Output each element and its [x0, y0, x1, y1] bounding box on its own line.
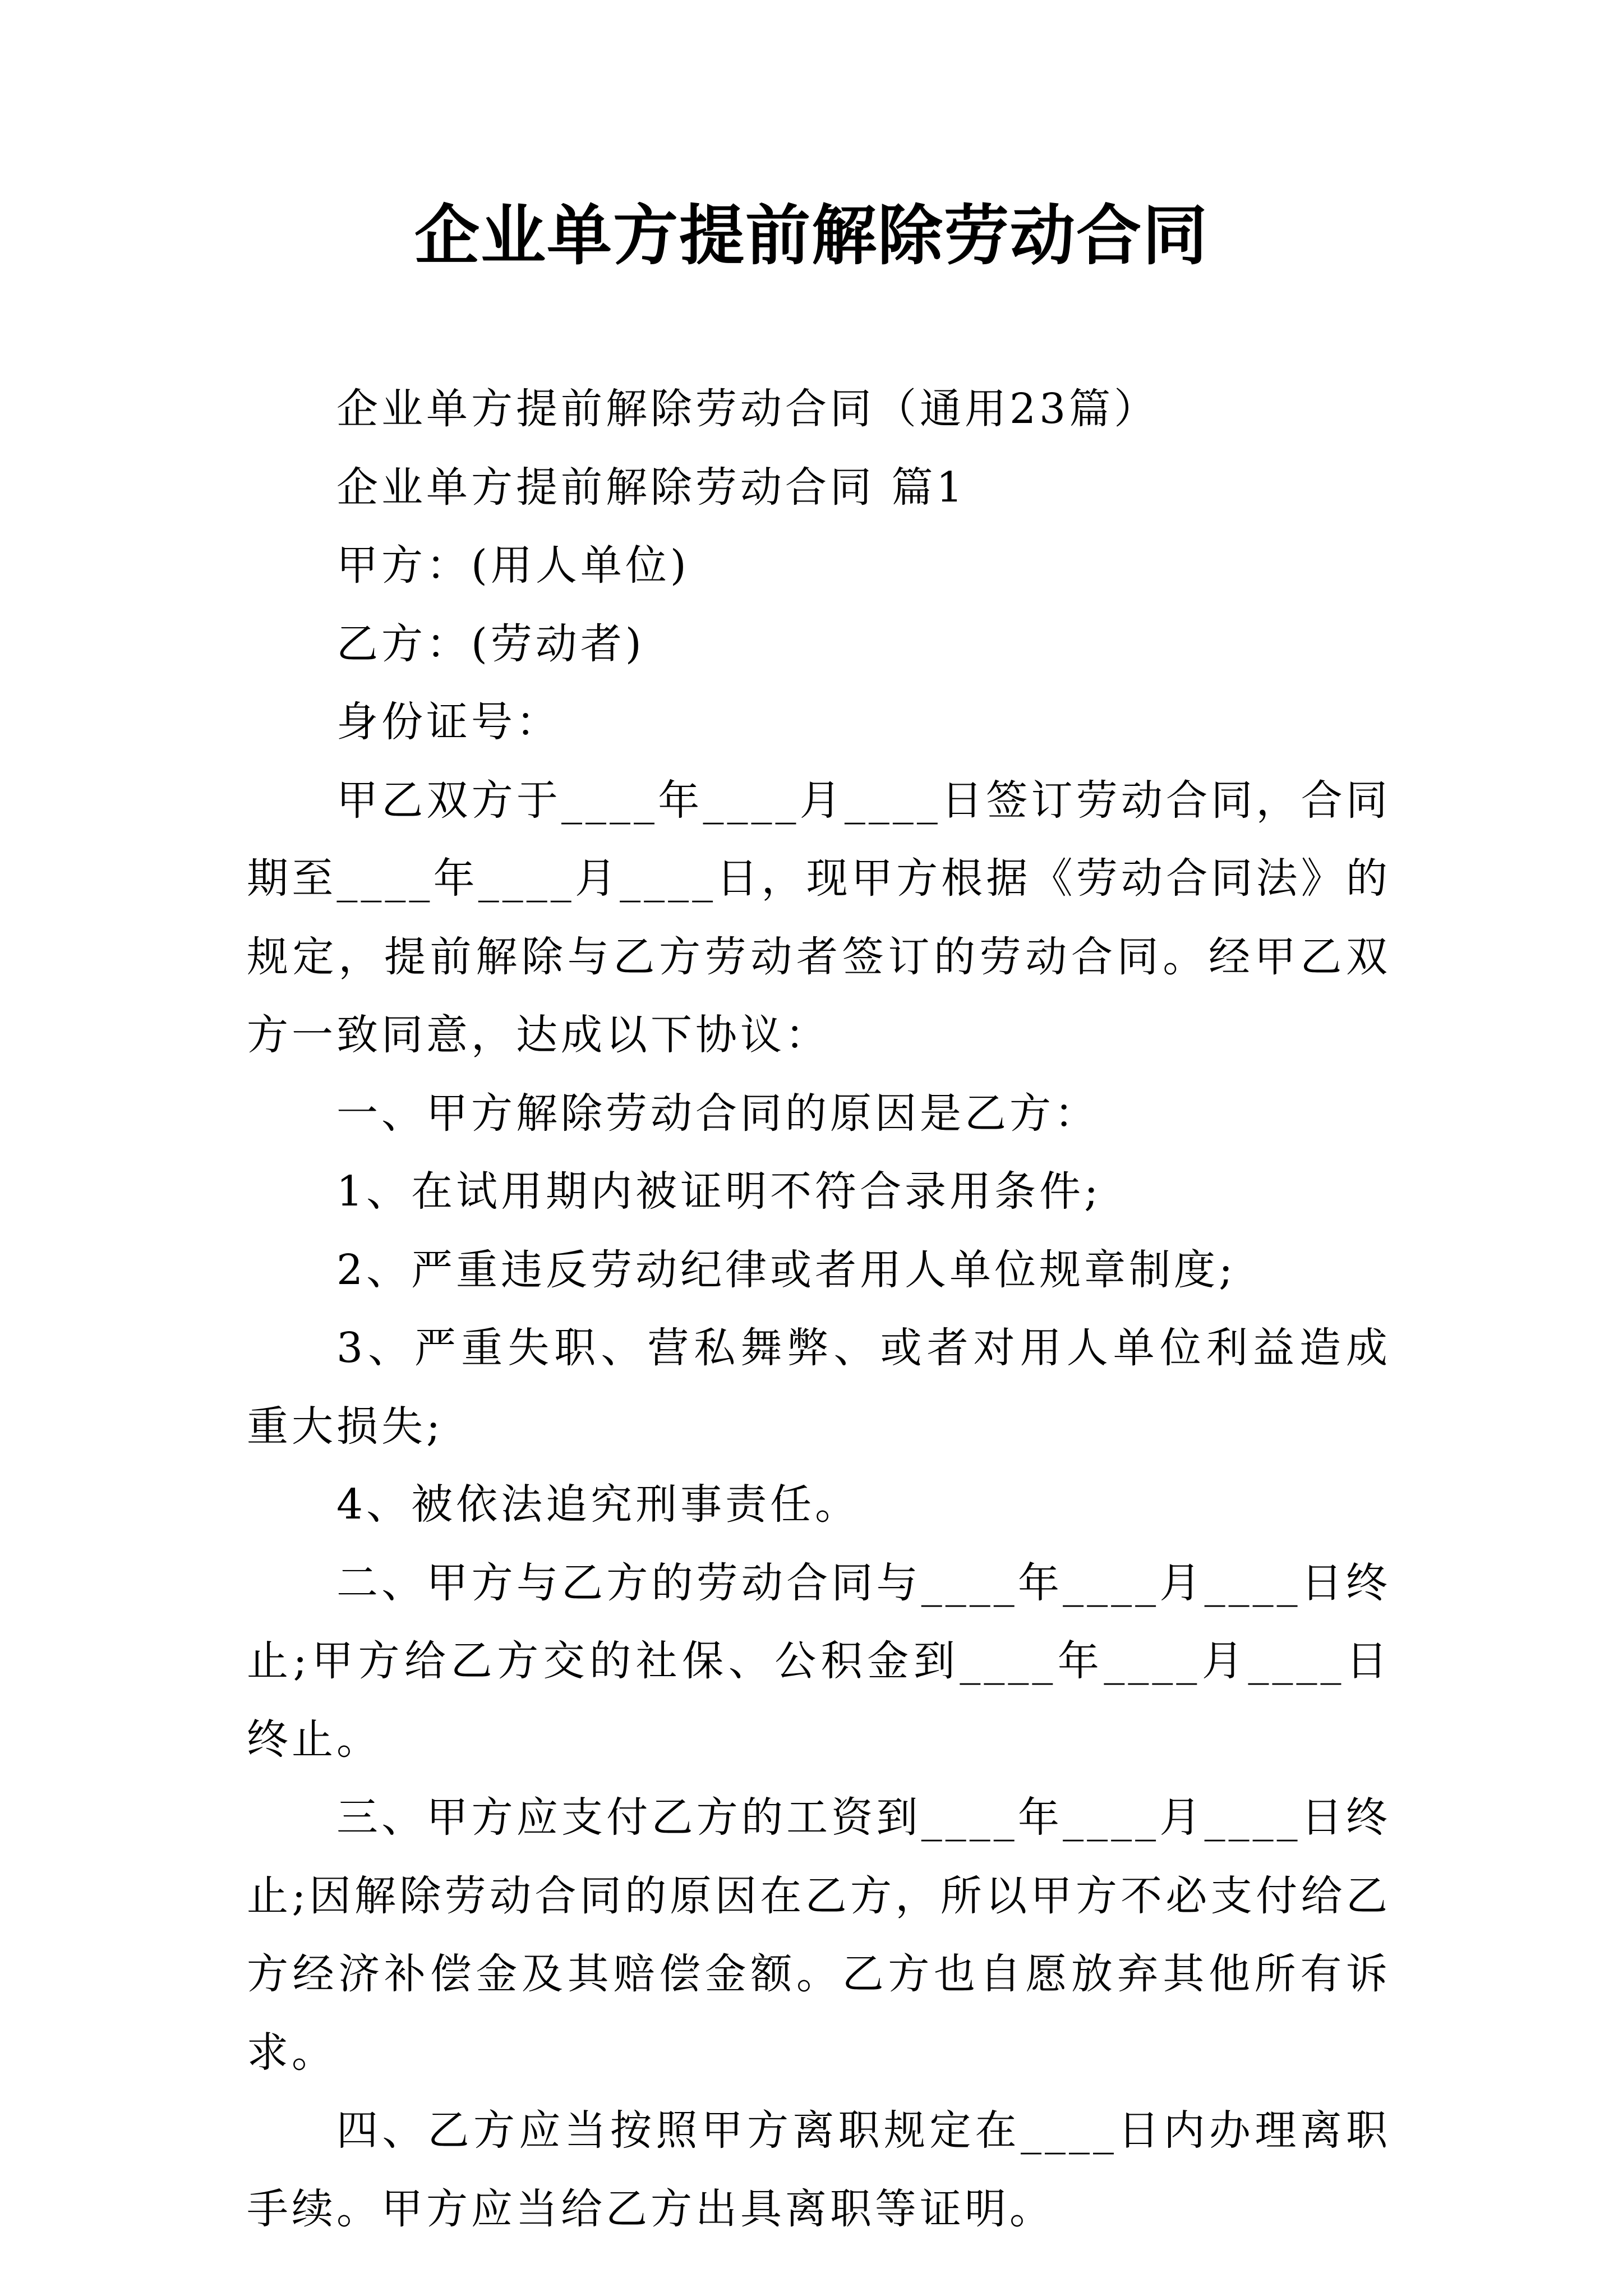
paragraph-reason-2: 2、严重违反劳动纪律或者用人单位规章制度;	[336, 1245, 1237, 1294]
paragraph-party-b: 乙方：(劳动者)	[336, 619, 645, 668]
paragraph-reason-4: 4、被依法追究刑事责任。	[336, 1480, 860, 1529]
paragraph-reason-1: 1、在试用期内被证明不符合录用条件;	[336, 1167, 1102, 1216]
document-title: 企业单方提前解除劳动合同	[414, 197, 1209, 274]
paragraph-clause-1: 一、甲方解除劳动合同的原因是乙方：	[336, 1089, 1099, 1138]
paragraph-party-a: 甲方：(用人单位)	[336, 541, 690, 590]
paragraph-collection-title: 企业单方提前解除劳动合同（通用23篇）	[336, 385, 1159, 433]
paragraph-id-number: 身份证号：	[336, 698, 561, 746]
document-body	[247, 370, 1391, 2248]
paragraph-reason-3: 3、严重失职、营私舞弊、或者对用人单位利益造成重大损失;	[247, 1324, 1391, 1451]
paragraph-clause-4: 四、乙方应当按照甲方离职规定在____日内办理离职手续。甲方应当给乙方出具离职等证明。	[247, 2106, 1391, 2233]
paragraph-agreement-intro: 甲乙双方于____年____月____日签订劳动合同，合同期至____年____月____日，现甲方根据《劳动合同法》的规定，提前解除与乙方劳动者签订的劳动合同。经甲乙双方一致同意，达成以下协议：	[247, 776, 1391, 1059]
paragraph-clause-3: 三、甲方应支付乙方的工资到____年____月____日终止;因解除劳动合同的原因在乙方，所以甲方不必支付给乙方经济补偿金及其赔偿金额。乙方也自愿放弃其他所有诉求。	[247, 1793, 1391, 2077]
paragraph-clause-2: 二、甲方与乙方的劳动合同与____年____月____日终止;甲方给乙方交的社保、公积金到____年____月____日终止。	[247, 1558, 1391, 1764]
paragraph-section-heading: 企业单方提前解除劳动合同 篇1	[336, 463, 966, 512]
